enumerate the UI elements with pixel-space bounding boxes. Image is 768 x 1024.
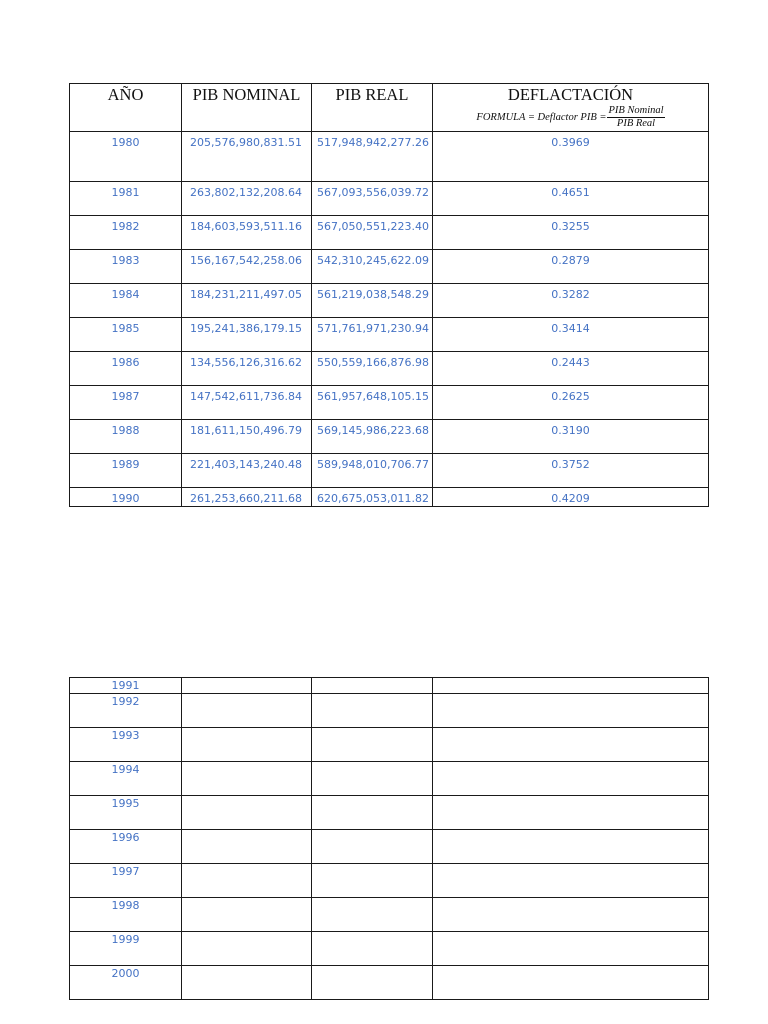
gdp-deflator-table bbox=[69, 83, 709, 507]
table-row bbox=[70, 488, 709, 507]
cell-empty bbox=[312, 932, 433, 966]
cell-empty bbox=[182, 796, 312, 830]
cell-empty bbox=[312, 694, 433, 728]
cell-empty bbox=[182, 898, 312, 932]
cell-year: 1990 bbox=[70, 488, 182, 507]
empty-years-table bbox=[69, 677, 709, 1000]
cell-empty bbox=[312, 728, 433, 762]
deflator-formula: FORMULA = Deflactor PIB = $\frac{\text{PIB Nominal}}{\text{PIB Real}}$ bbox=[476, 105, 664, 129]
cell-year: 1982 bbox=[70, 216, 182, 250]
cell-year: 1991 bbox=[70, 678, 182, 694]
cell-deflator: 0.4651 bbox=[433, 182, 709, 216]
cell-deflator: 0.2443 bbox=[433, 352, 709, 386]
cell-nominal: 181,611,150,496.79 bbox=[182, 420, 312, 454]
cell-year: 1986 bbox=[70, 352, 182, 386]
cell-deflator: 0.3414 bbox=[433, 318, 709, 352]
cell-real: 561,219,038,548.29 bbox=[312, 284, 433, 318]
cell-empty bbox=[182, 932, 312, 966]
table-row bbox=[70, 728, 709, 762]
cell-empty bbox=[433, 762, 709, 796]
cell-year: 1987 bbox=[70, 386, 182, 420]
formula-numerator: PIB Nominal bbox=[608, 105, 664, 116]
cell-nominal: 184,231,211,497.05 bbox=[182, 284, 312, 318]
cell-year: 1998 bbox=[70, 898, 182, 932]
cell-year: 1985 bbox=[70, 318, 182, 352]
cell-real: 542,310,245,622.09 bbox=[312, 250, 433, 284]
cell-empty bbox=[312, 796, 433, 830]
header-real: PIB REAL bbox=[312, 84, 433, 132]
cell-empty bbox=[312, 966, 433, 1000]
table-row bbox=[70, 966, 709, 1000]
cell-real: 589,948,010,706.77 bbox=[312, 454, 433, 488]
cell-deflator: 0.3255 bbox=[433, 216, 709, 250]
cell-year: 1981 bbox=[70, 182, 182, 216]
cell-empty bbox=[433, 830, 709, 864]
cell-year: 1999 bbox=[70, 932, 182, 966]
table-row bbox=[70, 678, 709, 694]
table-row bbox=[70, 932, 709, 966]
cell-real: 571,761,971,230.94 bbox=[312, 318, 433, 352]
cell-empty bbox=[433, 694, 709, 728]
cell-empty bbox=[182, 694, 312, 728]
cell-empty bbox=[433, 728, 709, 762]
cell-empty bbox=[182, 678, 312, 694]
cell-empty bbox=[312, 898, 433, 932]
table-row bbox=[70, 694, 709, 728]
cell-year: 1988 bbox=[70, 420, 182, 454]
table-row bbox=[70, 830, 709, 864]
table-row bbox=[70, 182, 709, 216]
cell-nominal: 205,576,980,831.51 bbox=[182, 132, 312, 182]
cell-nominal: 263,802,132,208.64 bbox=[182, 182, 312, 216]
table-row bbox=[70, 864, 709, 898]
cell-real: 620,675,053,011.82 bbox=[312, 488, 433, 507]
table-row bbox=[70, 132, 709, 182]
table-row bbox=[70, 454, 709, 488]
cell-year: 1983 bbox=[70, 250, 182, 284]
cell-year: 1994 bbox=[70, 762, 182, 796]
formula-denominator: PIB Real bbox=[616, 118, 656, 129]
cell-empty bbox=[433, 898, 709, 932]
cell-year: 1980 bbox=[70, 132, 182, 182]
table-row bbox=[70, 762, 709, 796]
cell-empty bbox=[182, 728, 312, 762]
cell-deflator: 0.3752 bbox=[433, 454, 709, 488]
cell-empty bbox=[312, 762, 433, 796]
cell-empty bbox=[433, 796, 709, 830]
table-row bbox=[70, 386, 709, 420]
cell-empty bbox=[433, 864, 709, 898]
cell-real: 517,948,942,277.26 bbox=[312, 132, 433, 182]
header-deflation: DEFLACTACIÓN FORMULA = Deflactor PIB = $\frac{\text{PIB Nominal}}{\text{PIB Real}}$ bbox=[433, 84, 709, 132]
cell-nominal: 195,241,386,179.15 bbox=[182, 318, 312, 352]
cell-empty bbox=[312, 678, 433, 694]
cell-year: 1992 bbox=[70, 694, 182, 728]
cell-year: 1989 bbox=[70, 454, 182, 488]
header-row bbox=[70, 84, 709, 132]
cell-year: 1993 bbox=[70, 728, 182, 762]
cell-nominal: 156,167,542,258.06 bbox=[182, 250, 312, 284]
table-row bbox=[70, 250, 709, 284]
cell-nominal: 184,603,593,511.16 bbox=[182, 216, 312, 250]
table-row bbox=[70, 898, 709, 932]
table-row bbox=[70, 284, 709, 318]
header-year: AÑO bbox=[70, 84, 182, 132]
cell-deflator: 0.3282 bbox=[433, 284, 709, 318]
cell-real: 561,957,648,105.15 bbox=[312, 386, 433, 420]
cell-empty bbox=[433, 932, 709, 966]
cell-year: 1984 bbox=[70, 284, 182, 318]
cell-empty bbox=[312, 830, 433, 864]
table-row bbox=[70, 318, 709, 352]
cell-deflator: 0.2879 bbox=[433, 250, 709, 284]
table-row bbox=[70, 216, 709, 250]
cell-year: 1997 bbox=[70, 864, 182, 898]
cell-year: 1996 bbox=[70, 830, 182, 864]
header-nominal: PIB NOMINAL bbox=[182, 84, 312, 132]
cell-empty bbox=[182, 864, 312, 898]
cell-empty bbox=[182, 966, 312, 1000]
cell-nominal: 261,253,660,211.68 bbox=[182, 488, 312, 507]
cell-empty bbox=[433, 678, 709, 694]
cell-real: 567,093,556,039.72 bbox=[312, 182, 433, 216]
cell-empty bbox=[182, 762, 312, 796]
cell-empty bbox=[182, 830, 312, 864]
cell-real: 569,145,986,223.68 bbox=[312, 420, 433, 454]
cell-real: 550,559,166,876.98 bbox=[312, 352, 433, 386]
cell-deflator: 0.4209 bbox=[433, 488, 709, 507]
cell-deflator: 0.2625 bbox=[433, 386, 709, 420]
cell-deflator: 0.3190 bbox=[433, 420, 709, 454]
cell-year: 2000 bbox=[70, 966, 182, 1000]
cell-deflator: 0.3969 bbox=[433, 132, 709, 182]
cell-nominal: 134,556,126,316.62 bbox=[182, 352, 312, 386]
cell-nominal: 147,542,611,736.84 bbox=[182, 386, 312, 420]
cell-real: 567,050,551,223.40 bbox=[312, 216, 433, 250]
cell-empty bbox=[433, 966, 709, 1000]
table-row bbox=[70, 796, 709, 830]
table-row bbox=[70, 352, 709, 386]
cell-year: 1995 bbox=[70, 796, 182, 830]
cell-empty bbox=[312, 864, 433, 898]
cell-nominal: 221,403,143,240.48 bbox=[182, 454, 312, 488]
table-row bbox=[70, 420, 709, 454]
